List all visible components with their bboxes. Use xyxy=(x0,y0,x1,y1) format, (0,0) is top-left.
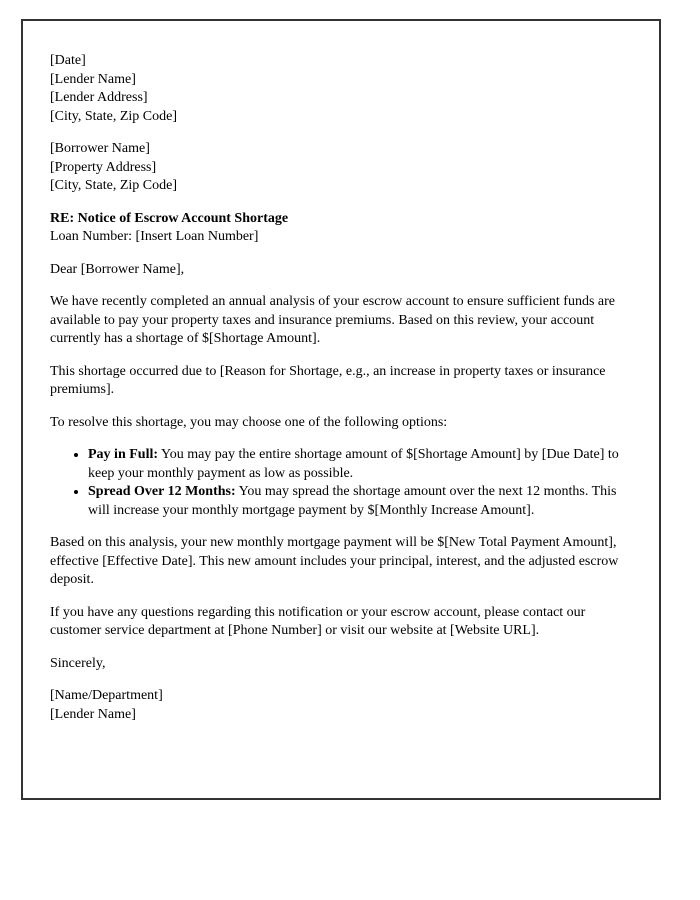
date-placeholder: [Date] xyxy=(50,53,86,68)
option-spread-12-months xyxy=(88,483,632,520)
property-address-placeholder: [Property Address] xyxy=(50,159,157,175)
borrower-address-block xyxy=(50,140,632,196)
subject-block xyxy=(50,210,632,247)
lender-address-placeholder: [Lender Address] xyxy=(50,90,148,105)
option-pay-in-full xyxy=(88,446,632,483)
borrower-name-placeholder: [Borrower Name] xyxy=(50,141,150,156)
signature-lender-placeholder: [Lender Name] xyxy=(50,706,136,722)
paragraph-new-payment: Based on this analysis, your new monthly mortgage payment will be $[New Total Payment Amount], effective [Effective Date]. This new amount includes your principal, interest, and the adjusted escrow deposit. xyxy=(50,535,619,587)
closing-sincerely: Sincerely, xyxy=(50,655,106,671)
letter-body xyxy=(23,21,659,758)
letter-page xyxy=(21,19,661,800)
option-spread-12-months-text: You may spread the shortage amount over the next 12 months. This will increase your monthly mortgage payment by $[Monthly Increase Amount]. xyxy=(88,484,617,518)
paragraph-contact-info: If you have any questions regarding this notification or your escrow account, please contact our customer service department at [Phone Number] or visit our website at [Website URL]. xyxy=(50,604,586,638)
salutation: Dear [Borrower Name], xyxy=(50,261,185,277)
option-pay-in-full-label: Pay in Full: xyxy=(88,447,159,462)
option-pay-in-full-text: You may pay the entire shortage amount of $[Shortage Amount] by [Due Date] to keep your monthly payment as low as possible. xyxy=(88,447,619,481)
paragraph-options-intro: To resolve this shortage, you may choose one of the following options: xyxy=(50,414,448,430)
lender-name-placeholder: [Lender Name] xyxy=(50,71,136,87)
paragraph-analysis-summary: We have recently completed an annual analysis of your escrow account to ensure sufficient funds are available to pay your property taxes and insurance premiums. Based on this review, your account currently has a shortage of $[Shortage Amount]. xyxy=(50,294,616,346)
option-spread-12-months-label: Spread Over 12 Months: xyxy=(88,484,236,499)
lender-address-block xyxy=(50,52,632,126)
re-subject-line: RE: Notice of Escrow Account Shortage xyxy=(50,210,289,226)
paragraph-shortage-reason: This shortage occurred due to [Reason for Shortage, e.g., an increase in property taxes or insurance premiums]. xyxy=(50,363,606,397)
borrower-city-state-zip-placeholder: [City, State, Zip Code] xyxy=(50,178,178,193)
lender-city-state-zip-placeholder: [City, State, Zip Code] xyxy=(50,108,178,124)
payment-options-list xyxy=(50,446,632,520)
signature-block xyxy=(50,687,632,724)
signature-name-placeholder: [Name/Department] xyxy=(50,688,163,703)
loan-number-line: Loan Number: [Insert Loan Number] xyxy=(50,229,259,244)
